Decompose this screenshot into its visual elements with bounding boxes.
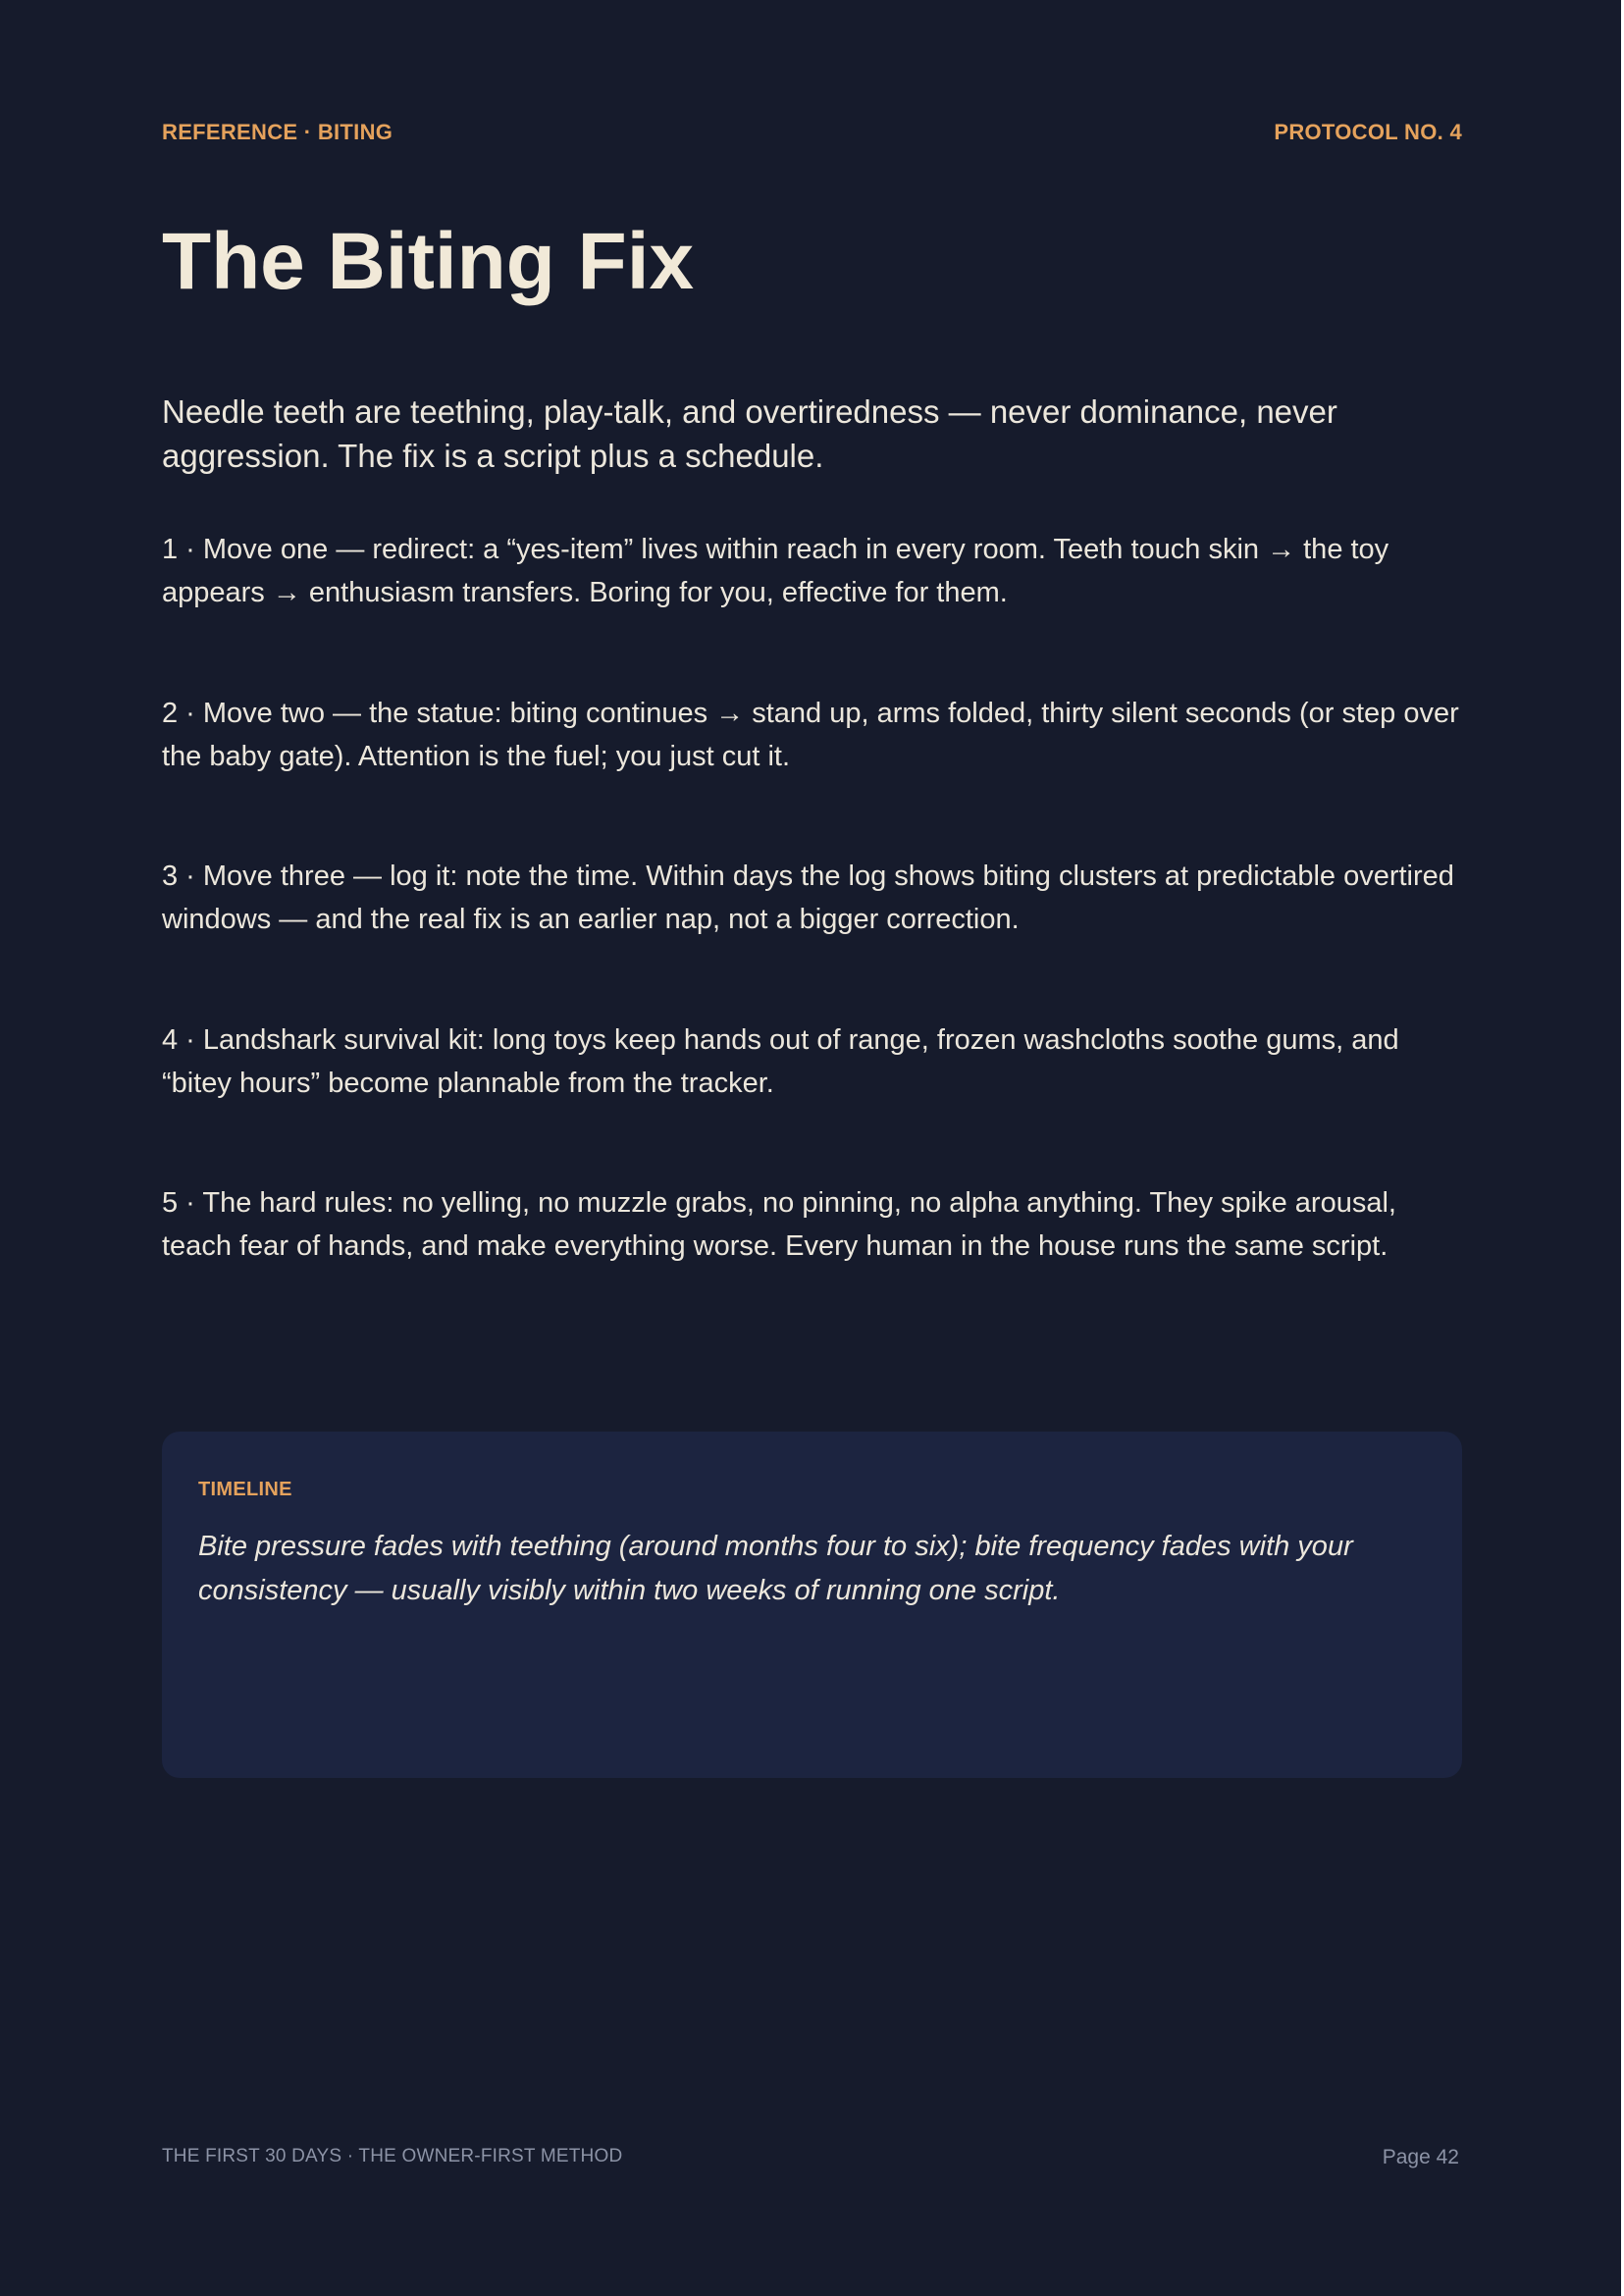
timeline-callout [162, 1432, 1462, 1778]
intro-paragraph: Needle teeth are teething, play-talk, and overtiredness — never dominance, never aggression. The fix is a script plus a schedule. [162, 393, 1337, 474]
step-item-1: 1 · Move one — redirect: a “yes-item” lives within reach in every room. Teeth touch skin → the toy appears → enthusiasm transfers. Boring for you, effective for them. [162, 534, 1389, 608]
step-item-5: 5 · The hard rules: no yelling, no muzzle grabs, no pinning, no alpha anything. They spike arousal, teach fear of hands, and make everything worse. Every human in the house runs the same script. [162, 1187, 1396, 1262]
protocol-label: PROTOCOL NO. 4 [1274, 120, 1462, 144]
page-number: Page 42 [1382, 2146, 1459, 2168]
footer-book-title: THE FIRST 30 DAYS · THE OWNER-FIRST METHOD [162, 2146, 623, 2166]
step-item-2: 2 · Move two — the statue: biting continues → stand up, arms folded, thirty silent seconds (or step over the baby gate). Attention is the fuel; you just cut it. [162, 698, 1459, 772]
document-page [162, 0, 1462, 2296]
step-item-4: 4 · Landshark survival kit: long toys keep hands out of range, frozen washcloths soothe gums, and “bitey hours” become plannable from the tracker. [162, 1024, 1399, 1099]
callout-label: TIMELINE [198, 1479, 292, 1500]
page-title: The Biting Fix [162, 217, 695, 306]
callout-text: Bite pressure fades with teething (around months four to six); bite frequency fades with your consistency — usually visibly within two weeks of running one script. [198, 1531, 1353, 1606]
section-label: REFERENCE · BITING [162, 120, 393, 144]
step-item-3: 3 · Move three — log it: note the time. Within days the log shows biting clusters at predictable overtired windows — and the real fix is an earlier nap, not a bigger correction. [162, 861, 1454, 935]
